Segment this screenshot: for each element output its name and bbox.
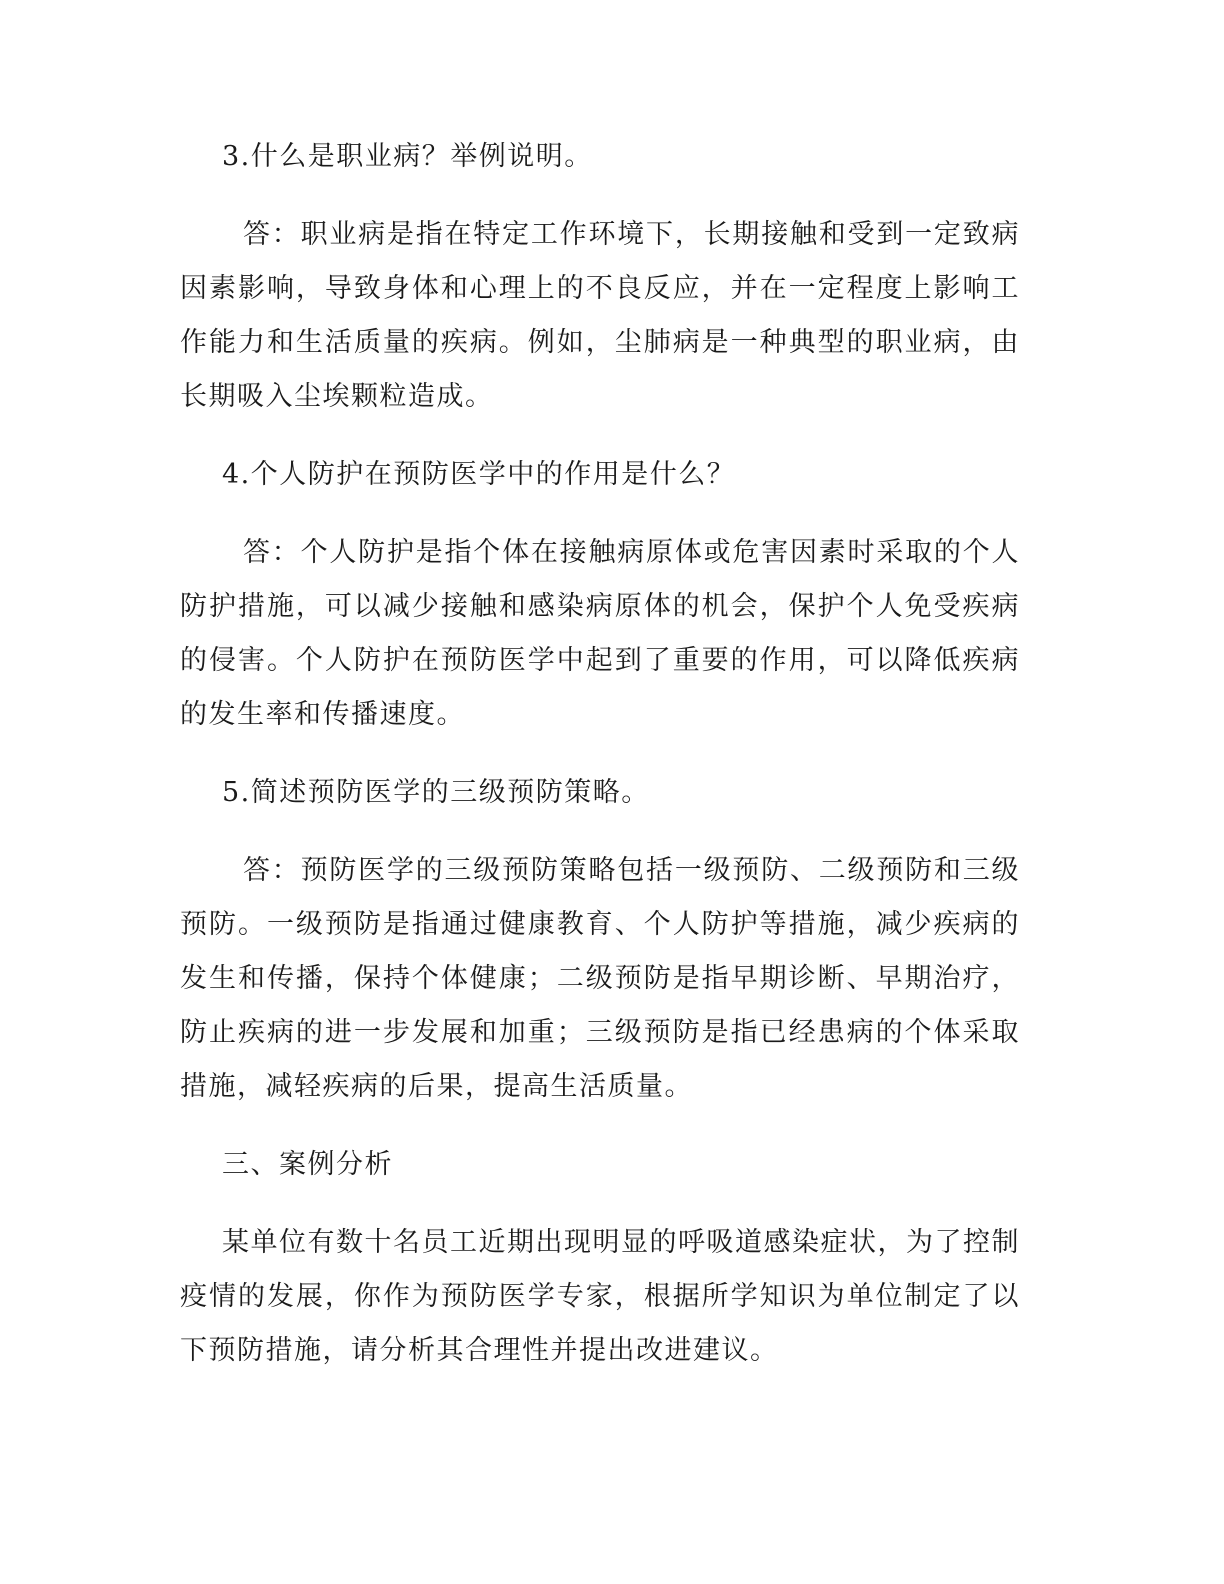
answer-4: 答：个人防护是指个体在接触病原体或危害因素时采取的个人防护措施，可以减少接触和感染病原体的机会，保护个人免受疾病的侵害。个人防护在预防医学中起到了重要的作用，可以降低疾病的发生率和传播速度。 xyxy=(180,537,1020,730)
question-3: 3.什么是职业病？举例说明。 xyxy=(222,141,593,172)
answer-5: 答：预防医学的三级预防策略包括一级预防、二级预防和三级预防。一级预防是指通过健康教育、个人防护等措施，减少疾病的发生和传播，保持个体健康；二级预防是指早期诊断、早期治疗，防止疾病的进一步发展和加重；三级预防是指已经患病的个体采取措施，减轻疾病的后果，提高生活质量。 xyxy=(180,855,1020,1102)
question-4: 4.个人防护在预防医学中的作用是什么？ xyxy=(222,459,736,490)
section-heading-case-analysis: 三、案例分析 xyxy=(222,1149,393,1180)
case-description: 某单位有数十名员工近期出现明显的呼吸道感染症状，为了控制疫情的发展，你作为预防医学专家，根据所学知识为单位制定了以下预防措施，请分析其合理性并提出改进建议。 xyxy=(180,1227,1020,1366)
document-content xyxy=(180,130,1020,1378)
question-5: 5.简述预防医学的三级预防策略。 xyxy=(222,777,650,808)
answer-3: 答：职业病是指在特定工作环境下，长期接触和受到一定致病因素影响，导致身体和心理上的不良反应，并在一定程度上影响工作能力和生活质量的疾病。例如，尘肺病是一种典型的职业病，由长期吸入尘埃颗粒造成。 xyxy=(180,219,1020,412)
